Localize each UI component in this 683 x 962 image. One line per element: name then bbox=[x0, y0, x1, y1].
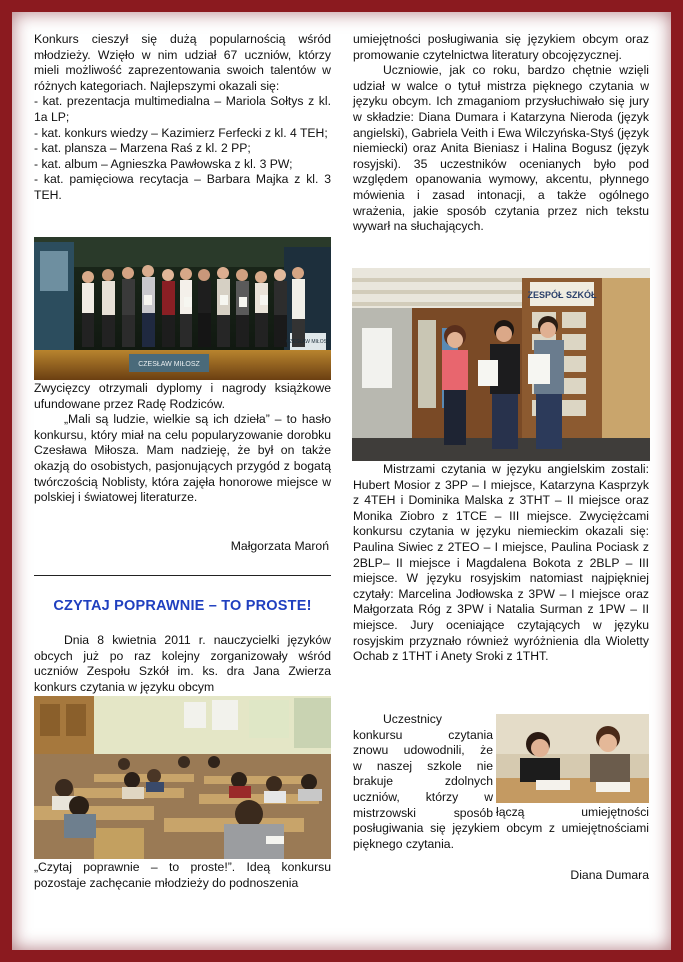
article2-paragraph-1: Dnia 8 kwietnia 2011 r. nauczycielki języków obcych już po raz kolejny zorganizowały wśród uczniów Zespołu Szkół im. ks. dra Jana Zwierza konkurs czytania w języku obcym bbox=[34, 633, 331, 694]
award-ceremony-photo bbox=[34, 237, 331, 380]
section-divider bbox=[34, 575, 331, 576]
closing-line-4: w naszej szkole nie bbox=[353, 758, 493, 773]
article2-intro bbox=[34, 633, 331, 695]
classroom-photo bbox=[34, 696, 331, 859]
winner-item: - kat. album – Agnieszka Pawłowska z kl. 3 PW; bbox=[34, 156, 293, 171]
closing-line-3: znowu udowodnili, że bbox=[353, 743, 493, 758]
article2-paragraph-2: „Czytaj poprawnie – to proste!”. Ideą konkursu pozostaje zachęcanie młodzieży do podnoszenia bbox=[34, 860, 331, 890]
article1-quote-paragraph: „Mali są ludzie, wielkie są ich dzieła” – to hasło konkursu, który miał na celu popularyzowanie dorobku Czesława Miłosza. Mam nadzieję, że był on także okazją do osobistych, pasjonujących przygód z bogatą twórczością Noblisty, która zajęła honorowe miejsce w polskiej i światowej literaturze. bbox=[34, 412, 331, 505]
reading-girls-photo bbox=[496, 714, 649, 803]
article2-title: CZYTAJ POPRAWNIE – TO PROSTE! bbox=[53, 598, 312, 614]
photo-banner-text: CZESŁAW MIŁOSZ bbox=[138, 361, 200, 368]
closing-line-1: Uczestnicy bbox=[383, 712, 442, 726]
article2-closing-rest: posługiwania się językiem obcym z umiejętnościami pięknego czytania. bbox=[353, 821, 649, 851]
article2-author: Diana Dumara bbox=[570, 868, 649, 882]
winner-item: - kat. konkurs wiedzy – Kazimierz Ferfecki z kl. 4 TEH; bbox=[34, 125, 328, 140]
closing-line-2: konkursu czytania bbox=[353, 727, 493, 742]
article2-results bbox=[353, 462, 649, 665]
article2-paragraph-5: Mistrzami czytania w języku angielskim zostali: Hubert Mosior z 3PP – I miejsce, Katarzyna Kasprzyk z 4TEH i Dominika Malska z 3THT – II miejsce oraz Monika Ziobro z 1TCE – III miejsce. Zwyciężcami konkursu czytania w języku niemieckim okazali się: Paulina Siwiec z 2TEO – I miejsce, Paulina Pociask z 2BLP– II miejsce i Magdalena Bokota z 2BLP – III miejsce. W języku rosyjskim natomiast najpiękniej czytały: Marcelina Jodłowska z 3PW – I miejsce oraz Małgorzata Róg z 3PW i Natalia Surman z 1PW – II miejsce. Jury oceniające czytających w języku rosyjskim przyznało również wyróżnienia dla Wioletty Ochab z 1THT i Anety Sroki z 1THT. bbox=[353, 462, 649, 664]
closing-line-6: uczniów, którzy w bbox=[353, 789, 493, 804]
article1-text-bottom bbox=[34, 381, 331, 506]
article2-paragraph-3: umiejętności posługiwania się językiem obcym oraz promowanie czytelnictwa literatury obcojęzycznej. bbox=[353, 32, 649, 62]
closing-line-7: mistrzowski sposób bbox=[353, 805, 493, 820]
winners-corridor-photo bbox=[352, 268, 650, 461]
closing-line-tail: łączą umiejętności bbox=[496, 805, 649, 819]
article1-author: Małgorzata Maroń bbox=[230, 539, 329, 553]
article2-right-top bbox=[353, 32, 649, 235]
article2-closing-wrap bbox=[353, 712, 493, 821]
photo-side-text: CZESŁAW MIŁOSZ bbox=[286, 339, 330, 345]
article2-paragraph-4: Uczniowie, jak co roku, bardzo chętnie wzięli udział w walce o tytuł mistrza pięknego czytania w języku obcym. Ich zmaganiom przysłuchiwało się jury w składzie: Diana Dumara i Katarzyna Nieroda (język angielski), Gabriela Veith i Ewa Wilczyńska-Styś (język niemiecki) oraz Anita Bieniasz i Halina Bogusz (język rosyjski). 35 uczestników ocenianych było pod względem opanowania wymowy, akcentu, płynnego mówienia i zasad intonacji, a także ogólnego wrażenia, jakie sposób czytania przez nich tekstu wywarł na słuchających. bbox=[353, 63, 649, 234]
photo-caption: Zwycięzcy otrzymali dyplomy i nagrody książkowe ufundowane przez Radę Rodziców. bbox=[34, 381, 331, 411]
article1-text-top bbox=[34, 32, 331, 204]
article1-intro: Konkurs cieszył się dużą popularnością wśród młodzieży. Wzięło w nim udział 67 uczniów, którzy mieli możliwość zaprezentowania swoich talentów w różnych kategoriach. Najlepszymi okazali się: bbox=[34, 32, 331, 93]
winner-item: - kat. plansza – Marzena Raś z kl. 2 PP; bbox=[34, 141, 251, 156]
winner-item: - kat. pamięciowa recytacja – Barbara Majka z kl. 3 TEH. bbox=[34, 172, 331, 202]
closing-line-5: brakuje zdolnych bbox=[353, 774, 493, 789]
newsletter-page bbox=[12, 12, 671, 950]
winner-item: - kat. prezentacja multimedialna – Mariola Sołtys z kl. 1a LP; bbox=[34, 94, 331, 124]
photo-board-title: ZESPÓŁ SZKÓŁ bbox=[527, 290, 597, 300]
article2-left-bottom bbox=[34, 860, 331, 891]
